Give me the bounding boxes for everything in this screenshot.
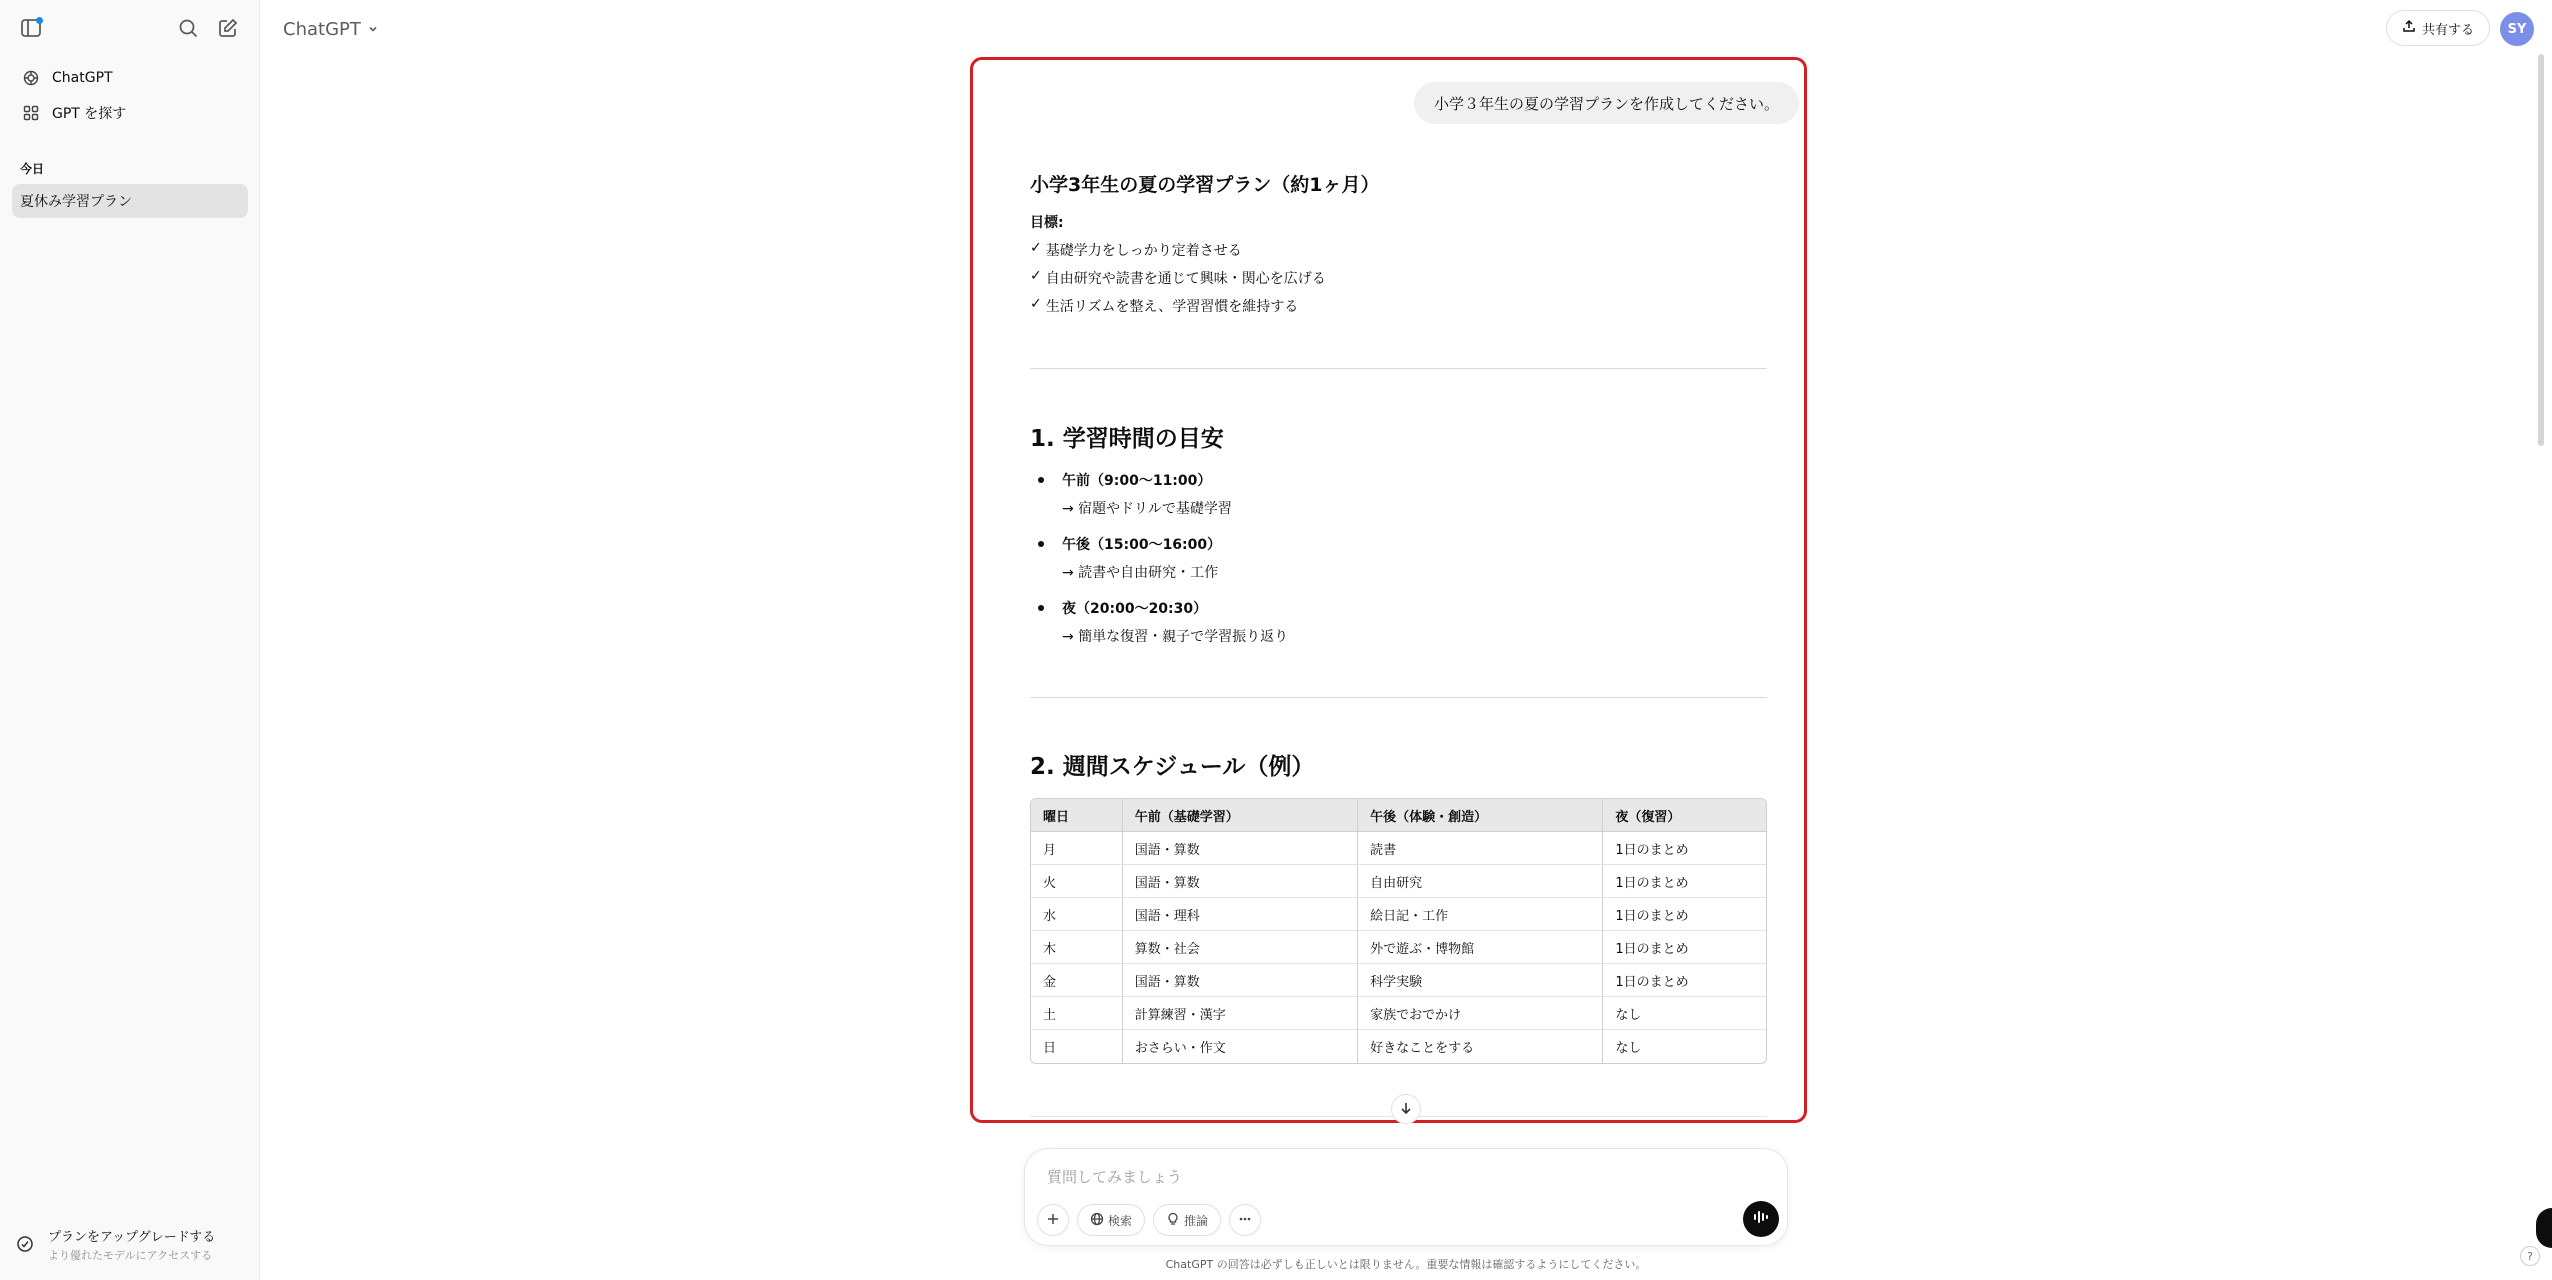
- goal-text: 自由研究や読書を通じて興味・関心を広げる: [1045, 271, 1326, 287]
- check-icon: ✓: [1030, 268, 1042, 284]
- table-row: [1031, 865, 1766, 898]
- sidebar-section-today: 今日: [20, 162, 45, 176]
- table-cell: 外で遊ぶ・博物館: [1358, 931, 1603, 964]
- sidebar-nav: [12, 60, 248, 130]
- table-cell: 水: [1031, 898, 1123, 931]
- table-cell: 月: [1031, 832, 1123, 865]
- composer: [1024, 1148, 1788, 1246]
- chatgpt-logo-icon: [22, 69, 40, 87]
- question-icon: ?: [2527, 1249, 2533, 1263]
- share-label: 共有する: [2421, 22, 2474, 38]
- table-cell: 1日のまとめ: [1603, 931, 1766, 964]
- table-header: 午前（基礎学習）: [1123, 799, 1358, 832]
- attach-button[interactable]: [1037, 1204, 1069, 1236]
- upload-icon: [2402, 19, 2416, 37]
- table-cell: 国語・算数: [1123, 865, 1358, 898]
- more-options-button[interactable]: [1229, 1204, 1261, 1236]
- table-cell: 計算練習・漢字: [1123, 997, 1358, 1030]
- time-slot-desc: → 宿題やドリルで基礎学習: [1062, 501, 1232, 517]
- globe-icon: [1090, 1212, 1104, 1229]
- time-slot-desc: → 簡単な復習・親子で学習振り返り: [1062, 629, 1289, 645]
- table-cell: 国語・理科: [1123, 898, 1358, 931]
- table-header: 夜（復習）: [1603, 799, 1766, 832]
- table-cell: 科学実験: [1358, 964, 1603, 997]
- plus-icon: [1046, 1212, 1060, 1229]
- goal-text: 基礎学力をしっかり定着させる: [1045, 243, 1242, 259]
- divider: [1030, 697, 1767, 698]
- section-heading: 1. 学習時間の目安: [1030, 426, 1224, 452]
- avatar[interactable]: SY: [2500, 12, 2534, 46]
- sidebar-item-label: GPT を探す: [52, 105, 127, 122]
- voice-mode-button[interactable]: [1743, 1201, 1779, 1237]
- chat-history-item[interactable]: 夏休み学習プラン: [12, 184, 248, 218]
- time-slot-desc: → 読書や自由研究・工作: [1062, 565, 1219, 581]
- upgrade-plan-button[interactable]: [14, 1222, 250, 1266]
- table-cell: 算数・社会: [1123, 931, 1358, 964]
- table-cell: 金: [1031, 964, 1123, 997]
- bullet-icon: [1038, 605, 1044, 611]
- model-selector[interactable]: [283, 16, 379, 42]
- scrollbar[interactable]: [2538, 54, 2544, 446]
- section-heading: 2. 週間スケジュール（例）: [1030, 754, 1315, 780]
- upgrade-icon: [14, 1233, 36, 1255]
- sidebar-top: [0, 0, 260, 56]
- table-cell: 1日のまとめ: [1603, 898, 1766, 931]
- time-slot-title: 夜（20:00〜20:30）: [1062, 601, 1208, 617]
- time-slot-title: 午後（15:00〜16:00）: [1062, 537, 1222, 553]
- table-cell: 土: [1031, 997, 1123, 1030]
- table-cell: なし: [1615, 1041, 1642, 1056]
- waveform-icon: [1752, 1208, 1770, 1230]
- table-cell: なし: [1603, 997, 1766, 1030]
- reason-label: 推論: [1183, 1213, 1208, 1228]
- search-label: 検索: [1107, 1213, 1132, 1228]
- user-message: 小学３年生の夏の学習プランを作成してください。: [1414, 82, 1799, 124]
- bullet-icon: [1038, 477, 1044, 483]
- upgrade-subtitle: より優れたモデルにアクセスする: [48, 1248, 213, 1262]
- table-cell: 絵日記・工作: [1358, 898, 1603, 931]
- help-button[interactable]: [2520, 1246, 2540, 1266]
- time-slot-title: 午前（9:00〜11:00）: [1062, 473, 1212, 489]
- table-row: [1031, 832, 1766, 865]
- table-cell: 国語・算数: [1123, 832, 1358, 865]
- reason-button[interactable]: [1153, 1204, 1221, 1236]
- table-header: 曜日: [1031, 799, 1123, 832]
- schedule-table: [1030, 798, 1767, 1064]
- upgrade-title: プランをアップグレードする: [48, 1229, 216, 1245]
- sidebar-item-chatgpt[interactable]: [12, 60, 248, 95]
- table-cell: 国語・算数: [1123, 964, 1358, 997]
- table-cell: 読書: [1358, 832, 1603, 865]
- table-cell: 自由研究: [1358, 865, 1603, 898]
- prompt-input[interactable]: [1047, 1165, 1727, 1189]
- table-row: [1031, 997, 1766, 1030]
- sidebar-toggle-icon[interactable]: [17, 14, 45, 42]
- chevron-down-icon: [367, 19, 379, 40]
- table-row: [1031, 898, 1766, 931]
- table-cell: 1日のまとめ: [1603, 865, 1766, 898]
- share-button[interactable]: [2386, 10, 2490, 46]
- check-icon: ✓: [1030, 296, 1042, 312]
- side-panel-handle[interactable]: [2536, 1208, 2552, 1248]
- divider: [1030, 368, 1767, 369]
- search-icon[interactable]: [174, 14, 202, 42]
- goal-item: [1030, 240, 1242, 260]
- arrow-down-icon: [1399, 1100, 1413, 1119]
- table-cell: 1日のまとめ: [1603, 832, 1766, 865]
- sidebar-item-explore-gpts[interactable]: [12, 95, 248, 130]
- check-icon: ✓: [1030, 240, 1042, 256]
- goal-item: [1030, 296, 1298, 316]
- table-cell: 1日のまとめ: [1603, 964, 1766, 997]
- response-title: 小学3年生の夏の学習プラン（約1ヶ月）: [1030, 174, 1380, 196]
- model-name: ChatGPT: [283, 18, 361, 40]
- goal-text: 生活リズムを整え、学習習慣を維持する: [1045, 299, 1299, 315]
- goal-label: 目標:: [1030, 215, 1064, 231]
- lightbulb-icon: [1166, 1212, 1180, 1229]
- table-cell: 好きなことをする: [1358, 1030, 1603, 1063]
- table-cell: おさらい・作文: [1123, 1030, 1358, 1063]
- goal-item: [1030, 268, 1326, 288]
- new-chat-icon[interactable]: [214, 14, 242, 42]
- table-cell: 日: [1031, 1030, 1123, 1063]
- table-row: [1031, 964, 1766, 997]
- table-cell: 火: [1031, 865, 1123, 898]
- table-cell: 木: [1031, 931, 1123, 964]
- table-row: [1031, 1030, 1766, 1063]
- disclaimer: ChatGPT の回答は必ずしも正しいとは限りません。重要な情報は確認するようにしてください。: [1165, 1258, 1647, 1271]
- scroll-down-button[interactable]: [1391, 1094, 1421, 1124]
- sidebar: [0, 0, 260, 1280]
- table-cell: 家族でおでかけ: [1358, 997, 1603, 1030]
- table-row: [1031, 931, 1766, 964]
- table-header-row: [1031, 799, 1766, 832]
- bullet-icon: [1038, 541, 1044, 547]
- table-header: 午後（体験・創造）: [1358, 799, 1603, 832]
- more-icon: [1238, 1212, 1252, 1229]
- sidebar-item-label: ChatGPT: [52, 69, 113, 86]
- search-button[interactable]: [1077, 1204, 1145, 1236]
- grid-icon: [22, 104, 40, 122]
- notification-dot-icon: [36, 17, 43, 24]
